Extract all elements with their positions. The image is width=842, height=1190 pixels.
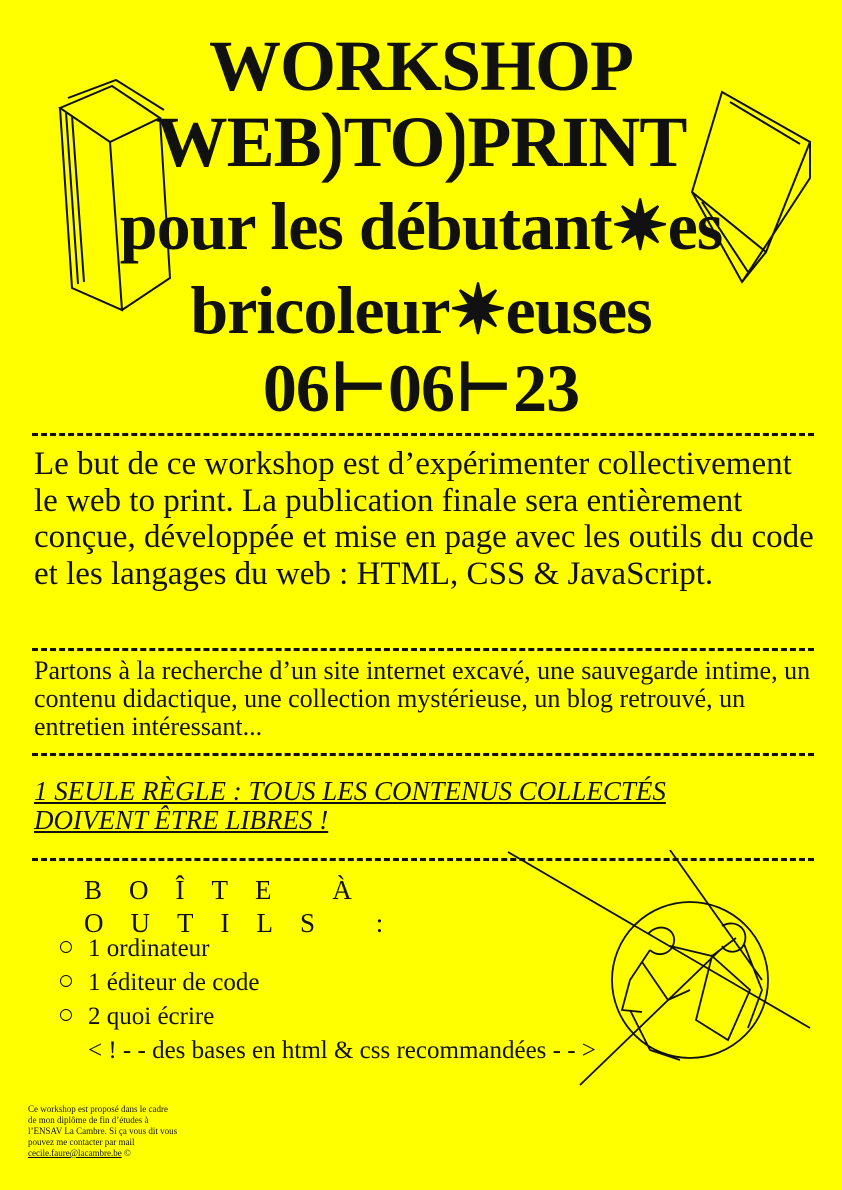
contact-email-link[interactable]: cecile.faure@lacambre.be — [28, 1148, 122, 1158]
divider — [32, 753, 814, 756]
title-line-4: bricoleur✷euses — [190, 272, 652, 348]
title-line-3: pour les débutant✷es — [119, 188, 723, 264]
rule-statement — [34, 777, 814, 835]
title-line-2: WEB⟯TO⟯PRINT — [155, 102, 687, 182]
footer-credit — [28, 1104, 178, 1159]
title-line-1: WORKSHOP — [208, 26, 634, 106]
toolbox-title-line-2: OUTILS : — [84, 908, 411, 938]
toolbox-title — [84, 874, 484, 940]
secondary-paragraph: Partons à la recherche d’un site internet excavé, une sauvegarde intime, un contenu didactique, une collection mystérieuse, un blog retrouvé, un entretien intéressant... — [34, 656, 811, 741]
list-item — [60, 932, 596, 966]
circle-bullet-icon — [60, 1009, 72, 1021]
list-item-label: 2 quoi écrire — [88, 1003, 215, 1030]
divider — [32, 433, 814, 436]
list-item-label: 1 éditeur de code — [88, 969, 260, 996]
rule-line-1: 1 SEULE RÈGLE : TOUS LES CONTENUS COLLECTÉS — [34, 776, 666, 806]
list-item — [60, 966, 596, 1000]
rule-line-2: DOIVENT ÊTRE LIBRES ! — [34, 805, 329, 835]
intro-paragraph: Le but de ce workshop est d’expérimenter collectivement le web to print. La publication finale sera entièrement conçue, développée et mise en page avec les outils du code et les langages du web : HTML, CSS & JavaScript. — [34, 446, 814, 592]
copyleft-symbol: © — [123, 1148, 131, 1158]
circle-bullet-icon — [60, 941, 72, 953]
list-item — [60, 1000, 596, 1034]
toolbox-note: < ! - - des bases en html & css recommandées - - > — [88, 1037, 596, 1064]
event-date: 06⊢06⊢23 — [262, 350, 580, 426]
list-item-label: 1 ordinateur — [88, 935, 210, 962]
circle-bullet-icon — [60, 975, 72, 987]
toolbox-list — [60, 932, 596, 1068]
footer-text: Ce workshop est proposé dans le cadre de mon diplôme de fin d’études à l’ENSAV La Cambre. Si ça vous dit vous pouvez me contacter par mail — [28, 1104, 178, 1147]
toolbox-title-line-1: BOÎTE À — [84, 875, 379, 905]
divider — [32, 648, 814, 651]
